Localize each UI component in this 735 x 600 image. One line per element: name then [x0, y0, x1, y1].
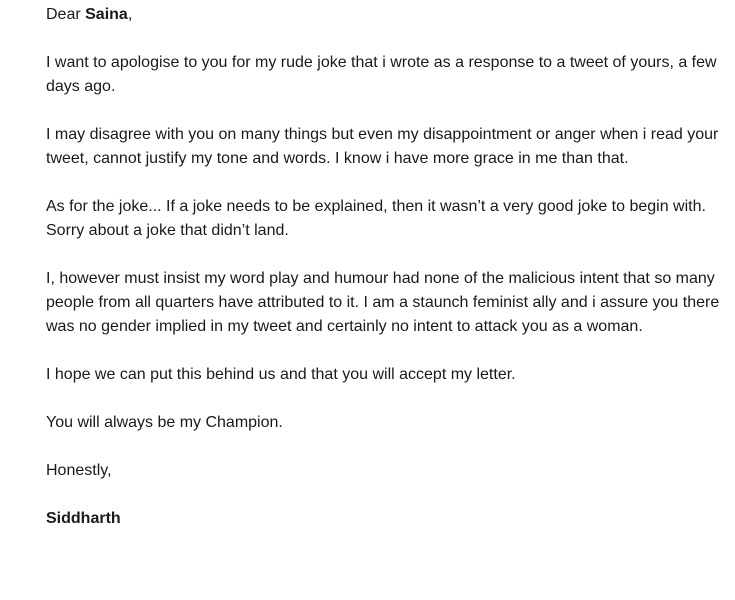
paragraph-champion: You will always be my Champion. — [46, 414, 283, 431]
recipient-name: Saina — [85, 6, 128, 23]
salutation — [46, 3, 726, 27]
paragraph-joke: As for the joke... If a joke needs to be explained, then it wasn’t a very good joke to begin with. Sorry about a joke that didn’t land. — [46, 198, 706, 239]
paragraph-apology: I want to apologise to you for my rude joke that i wrote as a response to a tweet of yours, a few days ago. — [46, 54, 717, 95]
paragraph-intent: I, however must insist my word play and humour had none of the malicious intent that so many people from all quarters have attributed to it. I am a staunch feminist ally and i assure you there was no gender implied in my tweet and certainly no intent to attack you as a woman. — [46, 270, 720, 335]
signature: Siddharth — [46, 510, 121, 527]
salutation-prefix: Dear — [46, 6, 86, 23]
letter-body — [46, 3, 726, 555]
paragraph-disagreement: I may disagree with you on many things but even my disappointment or anger when i read your tweet, cannot justify my tone and words. I know i have more grace in me than that. — [46, 126, 719, 167]
salutation-suffix: , — [127, 6, 133, 23]
paragraph-hope: I hope we can put this behind us and that you will accept my letter. — [46, 366, 516, 383]
closing: Honestly, — [46, 462, 112, 479]
